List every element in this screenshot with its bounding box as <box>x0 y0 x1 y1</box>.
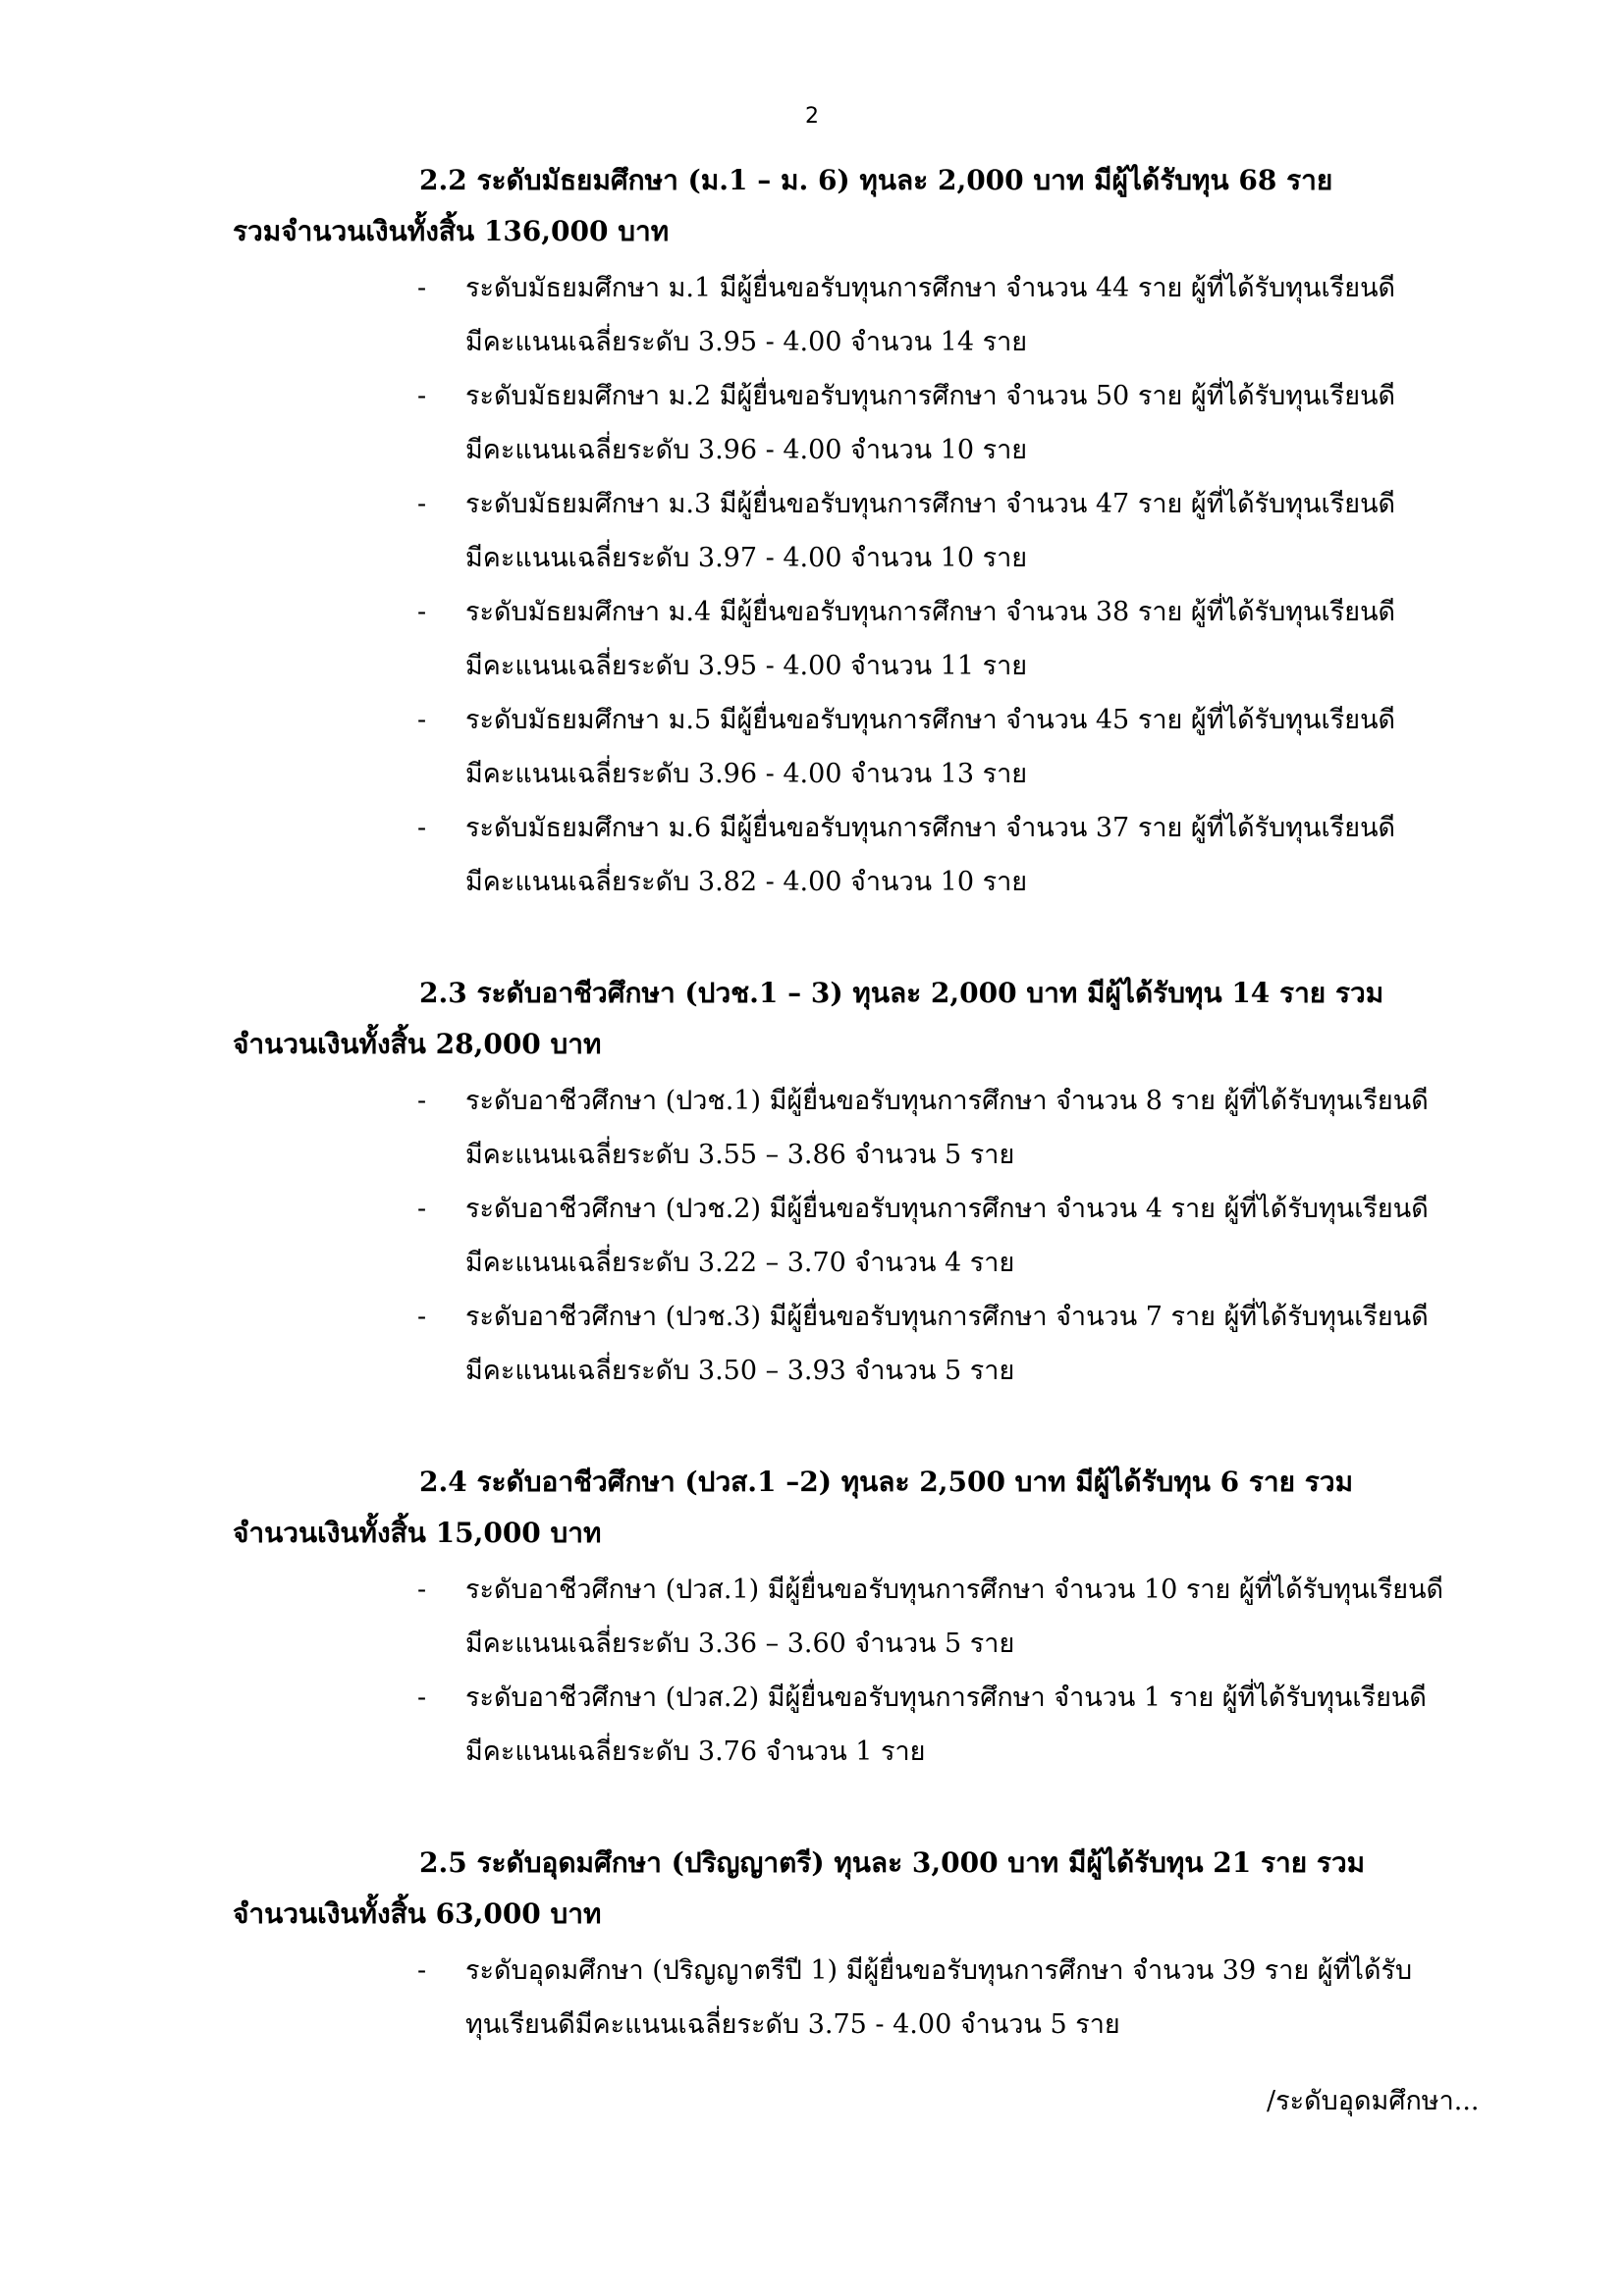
item-line: ระดับมัธยมศึกษา ม.4 มีผู้ยื่นขอรับทุนการศึกษา จำนวน 38 ราย ผู้ที่ได้รับทุนเรียนดี <box>465 597 1396 627</box>
list-item <box>233 801 1509 909</box>
item-line: ระดับมัธยมศึกษา ม.1 มีผู้ยื่นขอรับทุนการศึกษา จำนวน 44 ราย ผู้ที่ได้รับทุนเรียนดี <box>465 273 1396 303</box>
dash-bullet: - <box>417 705 427 735</box>
item-line: มีคะแนนเฉลี่ยระดับ 3.82 - 4.00 จำนวน 10 ราย <box>465 867 1028 897</box>
item-line: มีคะแนนเฉลี่ยระดับ 3.36 – 3.60 จำนวน 5 ราย <box>465 1629 1015 1659</box>
item-line: ระดับอาชีวศึกษา (ปวช.3) มีผู้ยื่นขอรับทุนการศึกษา จำนวน 7 ราย ผู้ที่ได้รับทุนเรียนดี <box>465 1302 1429 1332</box>
section-2-4 <box>233 1457 1509 1779</box>
item-line: ทุนเรียนดีมีคะแนนเฉลี่ยระดับ 3.75 - 4.00 จำนวน 5 ราย <box>465 2009 1120 2040</box>
dash-bullet: - <box>417 1682 427 1713</box>
list-item <box>233 1074 1509 1182</box>
list-item <box>233 1182 1509 1290</box>
item-line: ระดับมัธยมศึกษา ม.5 มีผู้ยื่นขอรับทุนการศึกษา จำนวน 45 ราย ผู้ที่ได้รับทุนเรียนดี <box>465 705 1396 735</box>
item-line: มีคะแนนเฉลี่ยระดับ 3.22 – 3.70 จำนวน 4 ราย <box>465 1248 1015 1278</box>
section-heading-total: จำนวนเงินทั้งสิ้น 63,000 บาท <box>233 1897 602 1930</box>
list-item <box>233 1944 1509 2052</box>
page-number: 2 <box>805 104 819 129</box>
continuation-marker: /ระดับอุดมศึกษา... <box>1267 2086 1480 2116</box>
item-list <box>233 261 1509 909</box>
item-list <box>233 1563 1509 1779</box>
section-heading: 2.5 ระดับอุดมศึกษา (ปริญญาตรี) ทุนละ 3,000 บาท มีผู้ได้รับทุน 21 ราย รวม <box>419 1846 1366 1879</box>
section-heading: 2.4 ระดับอาชีวศึกษา (ปวส.1 –2) ทุนละ 2,500 บาท มีผู้ได้รับทุน 6 ราย รวม <box>419 1466 1354 1498</box>
item-line: ระดับอาชีวศึกษา (ปวช.1) มีผู้ยื่นขอรับทุนการศึกษา จำนวน 8 ราย ผู้ที่ได้รับทุนเรียนดี <box>465 1086 1429 1116</box>
dash-bullet: - <box>417 597 427 627</box>
dash-bullet: - <box>417 273 427 303</box>
document-body <box>233 155 1509 2052</box>
list-item <box>233 693 1509 801</box>
list-item <box>233 1671 1509 1779</box>
dash-bullet: - <box>417 1194 427 1224</box>
item-line: ระดับมัธยมศึกษา ม.6 มีผู้ยื่นขอรับทุนการศึกษา จำนวน 37 ราย ผู้ที่ได้รับทุนเรียนดี <box>465 813 1396 843</box>
dash-bullet: - <box>417 1575 427 1605</box>
dash-bullet: - <box>417 1955 427 1986</box>
item-line: ระดับอาชีวศึกษา (ปวส.2) มีผู้ยื่นขอรับทุนการศึกษา จำนวน 1 ราย ผู้ที่ได้รับทุนเรียนดี <box>465 1682 1427 1713</box>
item-line: มีคะแนนเฉลี่ยระดับ 3.96 - 4.00 จำนวน 10 ราย <box>465 435 1028 465</box>
section-heading: 2.2 ระดับมัธยมศึกษา (ม.1 – ม. 6) ทุนละ 2,000 บาท มีผู้ได้รับทุน 68 ราย <box>419 164 1333 196</box>
item-line: ระดับอาชีวศึกษา (ปวช.2) มีผู้ยื่นขอรับทุนการศึกษา จำนวน 4 ราย ผู้ที่ได้รับทุนเรียนดี <box>465 1194 1429 1224</box>
item-line: มีคะแนนเฉลี่ยระดับ 3.95 - 4.00 จำนวน 14 ราย <box>465 327 1028 357</box>
item-line: มีคะแนนเฉลี่ยระดับ 3.95 - 4.00 จำนวน 11 ราย <box>465 651 1028 681</box>
section-heading-total: จำนวนเงินทั้งสิ้น 15,000 บาท <box>233 1517 602 1549</box>
dash-bullet: - <box>417 813 427 843</box>
section-heading: 2.3 ระดับอาชีวศึกษา (ปวช.1 – 3) ทุนละ 2,000 บาท มีผู้ได้รับทุน 14 ราย รวม <box>419 977 1384 1009</box>
dash-bullet: - <box>417 381 427 411</box>
item-line: มีคะแนนเฉลี่ยระดับ 3.97 - 4.00 จำนวน 10 ราย <box>465 543 1028 573</box>
list-item <box>233 261 1509 369</box>
section-2-2 <box>233 155 1509 909</box>
list-item <box>233 369 1509 477</box>
list-item <box>233 477 1509 585</box>
item-line: ระดับมัธยมศึกษา ม.2 มีผู้ยื่นขอรับทุนการศึกษา จำนวน 50 ราย ผู้ที่ได้รับทุนเรียนดี <box>465 381 1396 411</box>
dash-bullet: - <box>417 1086 427 1116</box>
section-2-3 <box>233 968 1509 1398</box>
section-heading-total: รวมจำนวนเงินทั้งสิ้น 136,000 บาท <box>233 215 670 247</box>
dash-bullet: - <box>417 1302 427 1332</box>
list-item <box>233 585 1509 693</box>
item-list <box>233 1944 1509 2052</box>
item-line: ระดับอาชีวศึกษา (ปวส.1) มีผู้ยื่นขอรับทุนการศึกษา จำนวน 10 ราย ผู้ที่ได้รับทุนเรียนดี <box>465 1575 1444 1605</box>
item-list <box>233 1074 1509 1398</box>
dash-bullet: - <box>417 489 427 519</box>
item-line: ระดับมัธยมศึกษา ม.3 มีผู้ยื่นขอรับทุนการศึกษา จำนวน 47 ราย ผู้ที่ได้รับทุนเรียนดี <box>465 489 1396 519</box>
item-line: มีคะแนนเฉลี่ยระดับ 3.50 – 3.93 จำนวน 5 ราย <box>465 1356 1015 1386</box>
item-line: มีคะแนนเฉลี่ยระดับ 3.96 - 4.00 จำนวน 13 ราย <box>465 759 1028 789</box>
list-item <box>233 1563 1509 1671</box>
item-line: ระดับอุดมศึกษา (ปริญญาตรีปี 1) มีผู้ยื่นขอรับทุนการศึกษา จำนวน 39 ราย ผู้ที่ได้รับ <box>465 1955 1413 1986</box>
section-heading-total: จำนวนเงินทั้งสิ้น 28,000 บาท <box>233 1028 602 1060</box>
item-line: มีคะแนนเฉลี่ยระดับ 3.55 – 3.86 จำนวน 5 ราย <box>465 1140 1015 1170</box>
item-line: มีคะแนนเฉลี่ยระดับ 3.76 จำนวน 1 ราย <box>465 1736 926 1767</box>
section-2-5 <box>233 1838 1509 2052</box>
list-item <box>233 1290 1509 1398</box>
